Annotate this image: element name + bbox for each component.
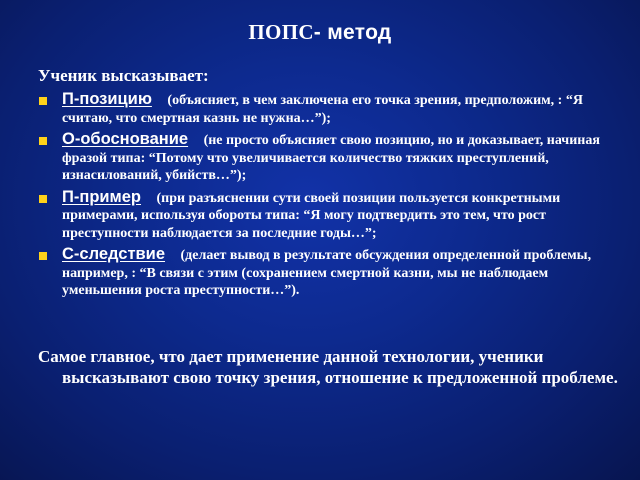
square-bullet-icon <box>39 252 47 260</box>
list-item <box>38 131 610 185</box>
list-item <box>38 246 610 300</box>
slide-title-acronym: ПОПС <box>248 20 314 44</box>
list-item <box>38 91 610 127</box>
item-term: П-позицию <box>62 90 152 108</box>
item-description: (объясняет, в чем заключена его точка зрения, предположим, : “Я считаю, что смертная казнь не нужна…”); <box>62 93 583 126</box>
square-bullet-icon <box>39 195 47 203</box>
slide-title <box>0 20 640 45</box>
item-description: (не просто объясняет свою позицию, но и доказывает, начиная фразой типа: “Потому что увеличивается количество тяжких преступлений, изнасилований, убийств…”); <box>62 133 600 183</box>
item-term: П-пример <box>62 187 142 206</box>
square-bullet-icon <box>39 137 47 145</box>
square-bullet-icon <box>39 97 47 105</box>
summary-text: Самое главное, что дает применение данной технологии, ученики высказывают свою точку зрения, отношение к предложенной проблеме. <box>38 347 618 387</box>
bullet-list <box>38 91 610 304</box>
item-term: О-обоснование <box>62 130 189 148</box>
item-description: (делает вывод в результате обсуждения определенной проблемы, например, : “В связи с этим (сохранением смертной казни, мы не наблюдаем уменьшения роста преступности…”). <box>62 248 592 298</box>
item-description: (при разъяснении сути своей позиции пользуется конкретными примерами, используя обороты типа: “Я могу подтвердить это тем, что рост преступности наблюдается за последние годы…”; <box>62 190 561 241</box>
lead-text: Ученик высказывает: <box>38 66 209 85</box>
item-term: С-следствие <box>62 245 166 263</box>
list-item <box>38 189 610 243</box>
slide-title-suffix: - метод <box>313 21 392 44</box>
